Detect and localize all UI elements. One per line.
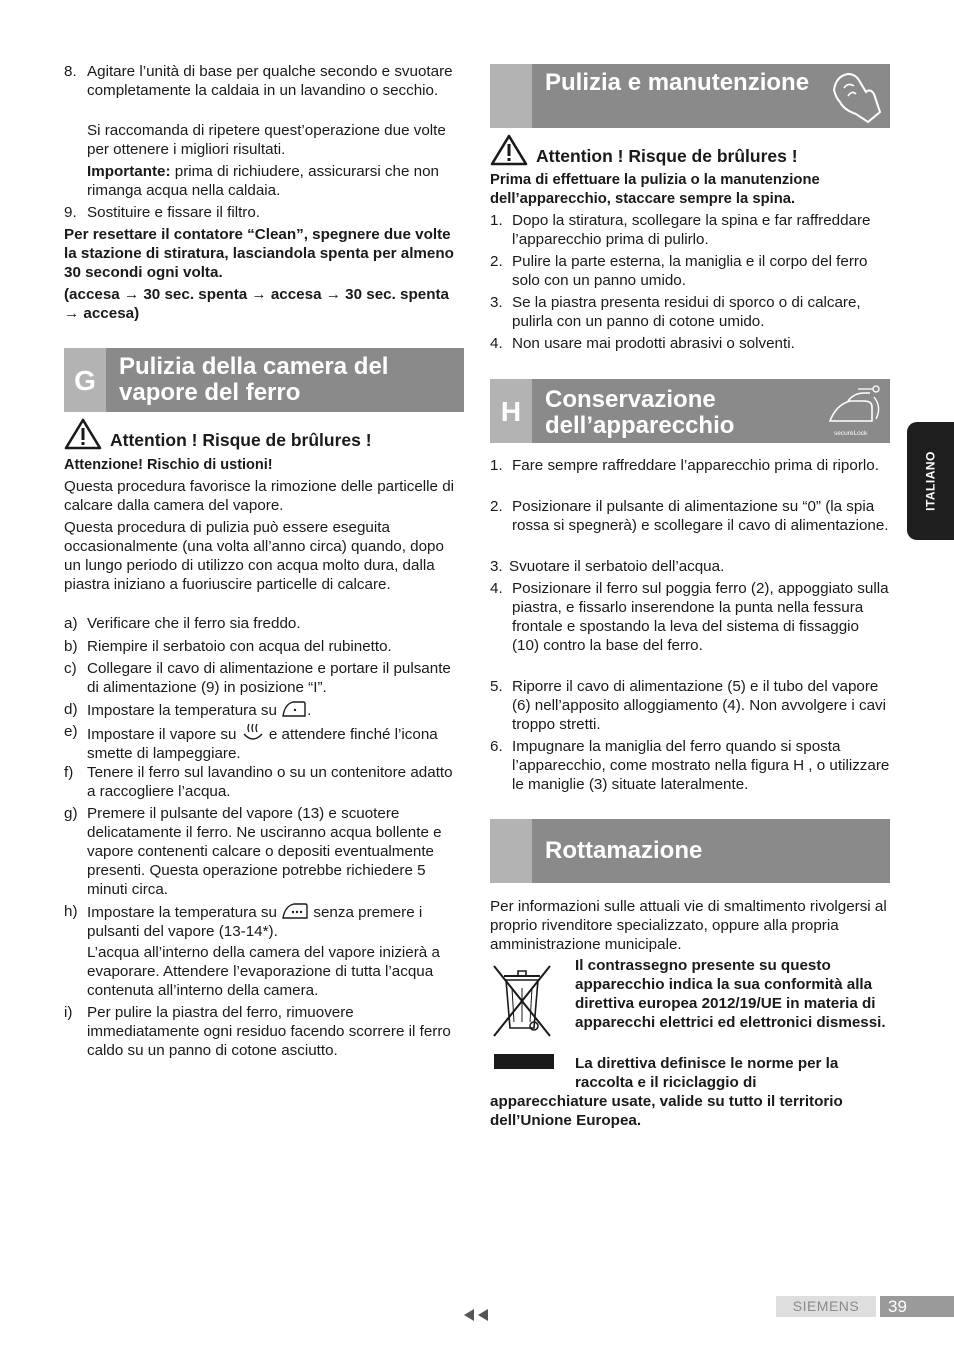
list-item: g) Premere il pulsante del vapore (13) e scuotere delicatamente il ferro. Ne usciranno acqua bollente e vapore contenenti calcare o depositi eventualmente presenti. Questa operazione potrebbe richiedere 5 minuti circa. [64,805,442,898]
hand-cleaning-icon [826,68,886,124]
list-item: 3. Se la piastra presenta residui di sporco o di calcare, pulirla con un panno di cotone umido. [490,294,861,330]
previous-page-arrows-icon[interactable] [462,1307,492,1323]
weee-text: Il contrassegno presente su questo apparecchio indica la sua conformità alla direttiva europea 2012/19/UE in materia di apparecchi elettrici ed elettronici dismessi. [575,957,886,1031]
warning-title: Attention ! Risque de brûlures ! [110,430,372,450]
warning-triangle-icon [490,134,528,166]
section-g-header [64,348,464,412]
list-item: 4. Posizionare il ferro sul poggia ferro (2), appoggiato sulla piastra, e fissarlo inserendone la punta nella fessura frontale e spostando la leva del sistema di fissaggio (10) contro la base del ferro. [490,580,889,654]
securelock-label: secureLock [834,430,868,437]
section-letter: G [64,348,106,412]
g-paragraph-2: Questa procedura di pulizia può essere eseguita occasionalmente (una volta all’anno circa) quando, dopo un lungo periodo di utilizzo con acqua molto dura, dalla piastra iniziano a fuoriuscire particelle di calcare. [64,519,444,593]
evaporation-paragraph: L’acqua all’interno della camera del vapore inizierà a evaporare. Attendere l’evaporazione di tutta l’acqua contenuta all’interno della camera. [87,944,440,999]
list-item: a) Verificare che il ferro sia freddo. [64,615,301,632]
reset-sequence: (accesa → 30 sec. spenta → accesa → 30 sec. spenta → accesa) [64,286,449,322]
warning-subtitle: Attenzione! Rischio di ustioni! [64,457,273,473]
disposal-paragraph: Per informazioni sulle attuali vie di smaltimento rivolgersi al proprio rivenditore specializzato, oppure alla propria amministrazione municipale. [490,898,887,953]
list-item: 5. Riporre il cavo di alimentazione (5) e il tubo del vapore (6) nell’apposito alloggiamento (4). Non avvolgere i cavi troppo stretti. [490,678,886,733]
list-item: 2. Posizionare il pulsante di alimentazione su “0” (la spia rossa si spegnerà) e scollegare il cavo di alimentazione. [490,498,889,534]
list-item: d) Impostare la temperatura su . [64,701,312,719]
page-number: 39 [880,1296,954,1317]
maintenance-intro: Prima di effettuare la pulizia o la manutenzione dell’apparecchio, staccare sempre la spina. [490,172,820,207]
brand-label: SIEMENS [776,1296,876,1317]
iron-temperature-icon [281,700,307,718]
iron-max-temperature-icon [281,902,309,920]
list-item: 2. Pulire la parte esterna, la maniglia e il corpo del ferro solo con un panno umido. [490,253,868,289]
list-item: 6. Impugnare la maniglia del ferro quando si sposta l’apparecchio, come mostrato nella figura H , o utilizzare le maniglie (3) situate lateralmente. [490,738,890,793]
steam-setting-icon [241,722,265,742]
burn-warning [490,134,890,168]
list-item: c) Collegare il cavo di alimentazione e portare il pulsante di alimentazione (9) in posizione “I”. [64,660,451,696]
section-h-header [490,379,890,443]
weee-text-2a: La direttiva definisce le norme per la raccolta e il riciclaggio di [575,1055,839,1091]
weee-text-2b: apparecchiature usate, valide su tutto il territorio dell’Unione Europea. [490,1093,843,1129]
section-disposal-header [490,819,890,883]
list-item: e) Impostare il vapore su e attendere finché l’icona smette di lampeggiare. [64,723,438,762]
list-item: b) Riempire il serbatoio con acqua del rubinetto. [64,638,392,655]
warning-title: Attention ! Risque de brûlures ! [536,146,798,166]
list-item: 8. Agitare l’unità di base per qualche secondo e svuotare completamente la caldaia in un lavandino o secchio. [64,63,453,99]
section-title: Rottamazione [545,837,703,864]
section-title: Pulizia della camera del vapore del ferro [119,353,389,406]
list-item: 3. Svuotare il serbatoio dell’acqua. [490,558,725,575]
section-title: Pulizia e manutenzione [545,69,810,96]
list-item: i) Per pulire la piastra del ferro, rimuovere immediatamente ogni residuo facendo scorrere il ferro caldo su un panno di cotone asciutto. [64,1004,451,1059]
section-maintenance-header [490,64,890,128]
section-letter: H [490,379,532,443]
list-item: 1. Fare sempre raffreddare l’apparecchio prima di riporlo. [490,457,879,474]
burn-warning [64,418,464,452]
list-item: f) Tenere il ferro sul lavandino o su un contenitore adatto a raccogliere l’acqua. [64,764,453,800]
g-paragraph-1: Questa procedura favorisce la rimozione delle particelle di calcare dalla camera del vapore. [64,478,455,514]
reset-note: Per resettare il contatore “Clean”, spegnere due volte la stazione di stiratura, lasciandola spenta per almeno 30 secondi ogni volta. [64,226,454,281]
list-item: 4. Non usare mai prodotti abrasivi o solventi. [490,335,795,352]
note-paragraph: Si raccomanda di ripetere quest’operazione due volte per ottenere i migliori risultati. [87,122,446,158]
list-item: 9. Sostituire e fissare il filtro. [64,204,261,221]
list-item: 1. Dopo la stiratura, scollegare la spina e far raffreddare l’apparecchio prima di pulirlo. [490,212,871,248]
important-paragraph: Importante: prima di richiudere, assicurarsi che non rimanga acqua nella caldaia. [87,163,439,199]
iron-securelock-icon [824,383,886,439]
language-tab: ITALIANO [907,422,954,540]
list-item: h) Impostare la temperatura su senza premere i pulsanti del vapore (13-14*). [64,903,423,940]
warning-triangle-icon [64,418,102,450]
section-title: Conservazione dell’apparecchio [545,386,735,439]
